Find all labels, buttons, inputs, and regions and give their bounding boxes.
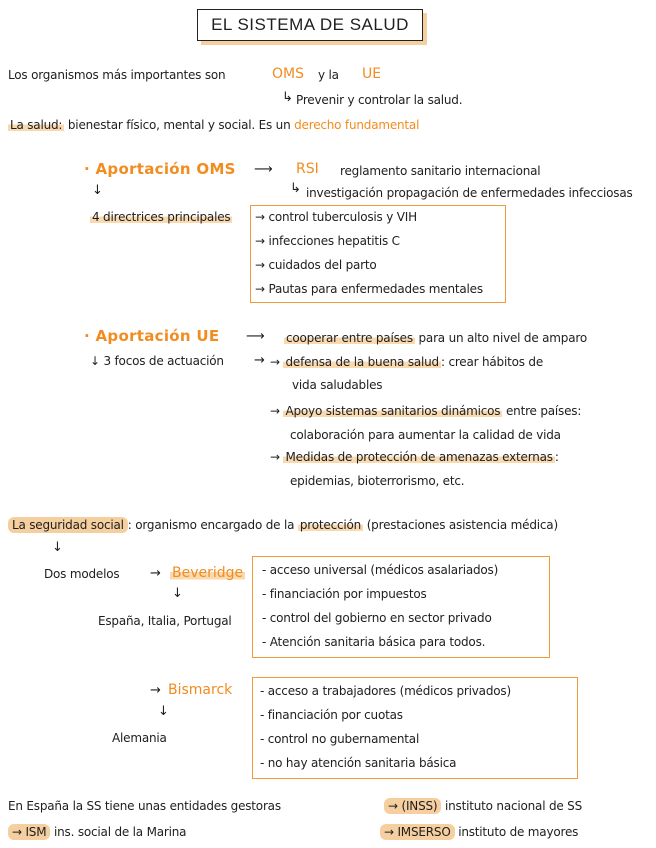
inss-desc: instituto nacional de SS: [445, 799, 583, 813]
cooperar-line: [284, 331, 587, 345]
imserso-highlight: → IMSERSO: [380, 824, 455, 840]
intro-ue-text: UE: [362, 66, 382, 82]
beveridge-item-3: - control del gobierno en sector privado: [262, 611, 492, 625]
oms-item-1-label: control tuberculosis y VIH: [268, 210, 417, 224]
intro-line-2: [8, 118, 419, 132]
beveridge-item-1: - acceso universal (médicos asalariados): [262, 563, 499, 577]
arrow-right-icon: →: [150, 566, 161, 581]
bismarck-item-3: - control no gubernamental: [260, 732, 420, 746]
bismarck-item-2: - financiación por cuotas: [260, 708, 403, 722]
foco-3-highlight: Medidas de protección de amenazas externas: [285, 450, 553, 464]
arrow-right-icon: ⟶: [254, 162, 273, 177]
foco-1-highlight: defensa de la buena salud: [285, 355, 439, 369]
arrow-right-icon: →: [254, 353, 265, 368]
proteccion-highlight: protección: [299, 518, 362, 532]
oms-item-4-label: Pautas para enfermedades mentales: [268, 282, 483, 296]
ss-heading: La seguridad social: [8, 517, 128, 533]
rsi-text: RSI: [296, 161, 319, 177]
arrow-right-icon: →: [150, 683, 161, 698]
oms-item-3: → cuidados del parto: [255, 258, 377, 272]
bismarck-heading: Bismarck: [168, 682, 233, 698]
oms-item-2-label: infecciones hepatitis C: [268, 234, 400, 248]
footer-inss: [384, 799, 582, 813]
footer-imserso: [380, 825, 578, 839]
return-arrow-icon: ↳: [290, 181, 301, 196]
bismarck-countries: Alemania: [112, 731, 167, 745]
cooperar-highlight: cooperar entre países: [286, 331, 413, 345]
oms-item-4: → Pautas para enfermedades mentales: [255, 282, 483, 296]
derecho-fundamental-text: derecho fundamental: [294, 118, 420, 132]
intro-y-la-text: y la: [318, 68, 339, 82]
arrow-down-icon: ↓: [158, 704, 169, 719]
beveridge-item-2: - financiación por impuestos: [262, 587, 427, 601]
return-arrow-icon: ↳: [282, 90, 293, 105]
intro-oms-text: OMS: [272, 66, 304, 82]
beveridge-label: Beveridge: [172, 565, 244, 581]
oms-item-1: → control tuberculosis y VIH: [255, 210, 417, 224]
bismarck-item-1: - acceso a trabajadores (médicos privados): [260, 684, 511, 698]
intro-organismos-text: Los organismos más importantes son: [8, 68, 226, 82]
bismarck-item-4: - no hay atención sanitaria básica: [260, 756, 457, 770]
arrow-down-icon: ↓: [172, 586, 183, 601]
cooperar-rest: para un alto nivel de amparo: [418, 331, 587, 345]
ss-desc-a: : organismo encargado de la: [127, 518, 295, 532]
oms-heading: · Aportación OMS: [84, 160, 236, 178]
inss-highlight: → (INSS): [384, 798, 441, 814]
oms-item-3-label: cuidados del parto: [268, 258, 377, 272]
foco-2-highlight: Apoyo sistemas sanitarios dinámicos: [285, 404, 501, 418]
investigacion-text: investigación propagación de enfermedades infecciosas: [306, 186, 633, 200]
beveridge-countries: España, Italia, Portugal: [98, 614, 232, 628]
arrow-down-icon: ↓: [92, 183, 103, 198]
arrow-down-icon: ↓: [52, 540, 63, 555]
beveridge-item-4: - Atención sanitaria básica para todos.: [262, 635, 486, 649]
footer-ism: [8, 825, 186, 839]
rsi-description: reglamento sanitario internacional: [340, 164, 541, 178]
beveridge-heading: [170, 565, 245, 581]
footer-line-1: En España la SS tiene unas entidades gestoras: [8, 799, 281, 813]
focos-label: 3 focos de actuación: [103, 354, 224, 368]
ss-desc-b: (prestaciones asistencia médica): [366, 518, 558, 532]
foco-2: → Apoyo sistemas sanitarios dinámicos entre países:: [270, 404, 582, 418]
foco-3: → Medidas de protección de amenazas externas :: [270, 450, 559, 464]
foco-1: → defensa de la buena salud : crear hábitos de: [270, 355, 544, 369]
foco-1-rest: : crear hábitos de: [440, 355, 544, 369]
foco-3-rest: :: [554, 450, 559, 464]
salud-definition: bienestar físico, mental y social. Es un: [67, 118, 291, 132]
ism-highlight: → ISM: [8, 824, 50, 840]
arrow-right-icon: ⟶: [246, 329, 265, 344]
foco-2-cont: colaboración para aumentar la calidad de vida: [290, 428, 561, 442]
ism-desc: ins. social de la Marina: [54, 825, 187, 839]
intro-prevenir-text: Prevenir y controlar la salud.: [296, 93, 463, 107]
foco-2-rest: entre países:: [505, 404, 582, 418]
foco-3-cont: epidemias, bioterrorismo, etc.: [290, 474, 465, 488]
oms-item-2: → infecciones hepatitis C: [255, 234, 400, 248]
directrices-text: [90, 210, 232, 224]
salud-highlight: La salud:: [10, 118, 63, 132]
intro-line-1: [8, 68, 225, 82]
imserso-desc: instituto de mayores: [458, 825, 579, 839]
dos-modelos-text: Dos modelos: [44, 567, 120, 581]
foco-1-cont: vida saludables: [292, 378, 383, 392]
directrices-highlight: 4 directrices principales: [92, 210, 231, 224]
page-title: EL SISTEMA DE SALUD: [197, 9, 423, 41]
focos-text: ↓ 3 focos de actuación: [90, 354, 224, 368]
ss-line: [8, 518, 558, 532]
ue-heading: · Aportación UE: [84, 327, 220, 345]
